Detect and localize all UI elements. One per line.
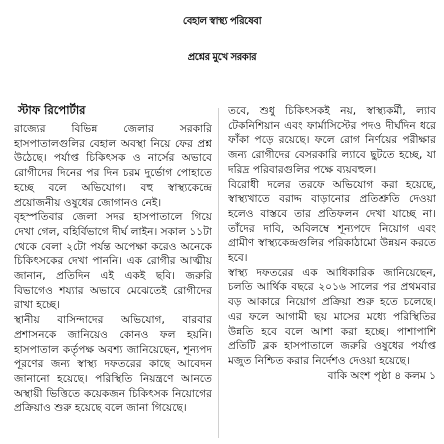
headline-line-1: বেহাল স্বাস্থ্য পরিষেবা	[182, 16, 262, 27]
paragraph: রাজ্যের বিভিন্ন জেলার সরকারি হাসপাতালগুলির বেহাল অবস্থা নিয়ে ফের প্রশ্ন উঠেছে। পর্যাপ্ত চিকিৎসক ও নার্সের অভাবে রোগীদের দিনের পর দিন চরম দুর্ভোগ পোহাতে হচ্ছে বলে অভিযোগ। বহু স্বাস্থ্যকেন্দ্রে প্রয়োজনীয় ওষুধের জোগানও নেই।	[14, 123, 212, 209]
paragraph: স্থানীয় বাসিন্দাদের অভিযোগ, বারবার প্রশাসনকে জানিয়েও কোনও ফল হয়নি। হাসপাতাল কর্তৃপক্ষ অবশ্য জানিয়েছেন, শূন্যপদ পূরণের জন্য স্বাস্থ্য দফতরের কাছে আবেদন জানানো হয়েছে। পরিস্থিতি নিয়ন্ত্রণে আনতে অস্থায়ী ভিত্তিতে কয়েকজন চিকিৎসক নিয়োগের প্রক্রিয়াও শুরু হয়েছে বলে জানা গিয়েছে।	[14, 314, 212, 415]
column-divider	[218, 108, 219, 438]
paragraph: বিরোধী দলের তরফে অভিযোগ করা হয়েছে, স্বাস্থ্যখাতে বরাদ্দ বাড়ানোর প্রতিশ্রুতি দেওয়া হলেও বাস্তবে তার প্রতিফলন দেখা যাচ্ছে না। তাঁদের দাবি, অবিলম্বে শূন্যপদে নিয়োগ এবং গ্রামীণ স্বাস্থ্যকেন্দ্রগুলির পরিকাঠামো উন্নয়ন করতে হবে।	[228, 178, 436, 265]
continuation-note: বাকি অংশ পৃষ্ঠা ৪ কলম ১	[327, 369, 436, 382]
byline: স্টাফ রিপোর্টার	[18, 103, 86, 117]
paragraph: বৃহস্পতিবার জেলা সদর হাসপাতালে গিয়ে দেখা গেল, বহির্বিভাগে দীর্ঘ লাইন। সকাল ১১টা থেকে বেলা ২টো পর্যন্ত অপেক্ষা করেও অনেকে চিকিৎসকের দেখা পাননি। এক রোগীর আত্মীয় জানান, প্রতিদিন এই একই ছবি। জরুরি বিভাগেও শয্যার অভাবে মেঝেতেই রোগীদের রাখা হচ্ছে।	[14, 211, 212, 312]
article-column-right	[228, 104, 436, 444]
headline-line-2: প্রশ্নের মুখে সরকার	[187, 52, 257, 63]
paragraph: স্বাস্থ্য দফতরের এক আধিকারিক জানিয়েছেন, চলতি আর্থিক বছরে ২০১৬ সালের পর প্রথমবার বড় আকারে নিয়োগ প্রক্রিয়া শুরু হতে চলেছে। এর ফলে আগামী ছয় মাসের মধ্যে পরিস্থিতির উন্নতি হবে বলে আশা করা হচ্ছে। পাশাপাশি প্রতিটি ব্লক হাসপাতালে জরুরি ওষুধের পর্যাপ্ত মজুত নিশ্চিত করার নির্দেশও দেওয়া হয়েছে।	[228, 266, 436, 367]
article-column-left	[14, 122, 212, 444]
paragraph: তবে, শুধু চিকিৎসকই নয়, স্বাস্থ্যকর্মী, ল্যাব টেকনিশিয়ান এবং ফার্মাসিস্টের পদও দীর্ঘদিন ধরে ফাঁকা পড়ে রয়েছে। ফলে রোগ নির্ণয়ের পরীক্ষার জন্য রোগীদের বেসরকারি ল্যাবে ছুটতে হচ্ছে, যা দরিদ্র পরিবারগুলির পক্ষে ব্যয়বহুল।	[228, 105, 436, 176]
